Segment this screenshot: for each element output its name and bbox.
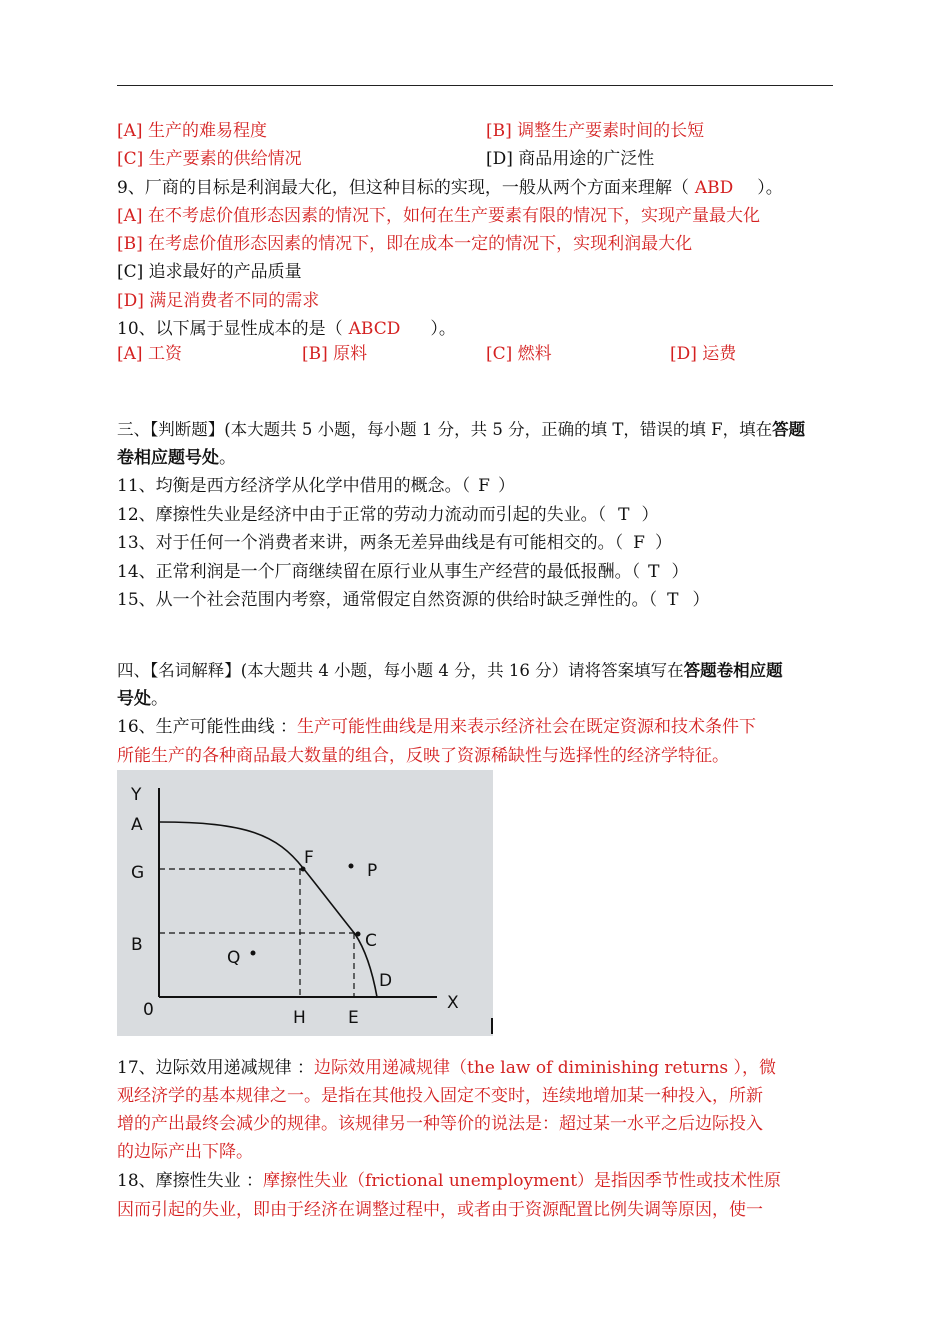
q13-item: 13、对于任何一个消费者来讲，两条无差异曲线是有可能相交的。（ F ） — [117, 533, 672, 553]
q12-item: 12、摩擦性失业是经济中由于正常的劳动力流动而引起的失业。（ T ） — [117, 505, 659, 525]
q17-definition-line1: 17、边际效用递减规律 ：边际效用递减规律（the law of diminishing returns ），微 — [117, 1058, 777, 1078]
q10-option-b: [B] 原料 — [302, 344, 368, 364]
q16-definition-line2: 所能生产的各种商品最大数量的组合，反映了资源稀缺性与选择性的经济学特征。 — [117, 746, 729, 766]
q8-option-c: [C] 生产要素的供给情况 — [117, 149, 302, 169]
q9-option-c: [C] 追求最好的产品质量 — [117, 262, 302, 282]
q9-option-d: [D] 满足消费者不同的需求 — [117, 291, 320, 311]
label-x: X — [447, 993, 459, 1013]
q17-definition-line2: 观经济学的基本规律之一。是指在其他投入固定不变时，连续地增加某一种投入，所新 — [117, 1086, 763, 1106]
figure-cursor-mark — [491, 1018, 493, 1034]
ppf-figure — [117, 770, 493, 1036]
label-d: D — [379, 971, 393, 991]
section4-heading: 四、【名词解释】(本大题共 4 小题，每小题 4 分，共 16 分）请将答案填写在答题卷相应题 — [117, 661, 783, 680]
point-c — [356, 932, 361, 937]
label-origin: 0 — [143, 1000, 154, 1020]
q14-answer: T — [648, 562, 660, 582]
q18-definition-line1: 18、摩擦性失业 ：摩擦性失业（frictional unemployment）是指因季节性或技术性原 — [117, 1171, 782, 1191]
q10-answer: ABCD — [348, 319, 401, 339]
q9-answer: ABD — [694, 178, 734, 198]
q12-answer: T — [618, 505, 630, 525]
q8-option-d: [D] 商品用途的广泛性 — [486, 149, 655, 169]
q11-answer: F — [478, 476, 490, 496]
ppf-diagram — [117, 770, 493, 1036]
q11-item: 11、均衡是西方经济学从化学中借用的概念。（ F ） — [117, 476, 515, 496]
q10-option-a: [A] 工资 — [117, 344, 182, 364]
q13-answer: F — [633, 533, 645, 553]
label-a: A — [131, 815, 143, 835]
q8-option-a: [A] 生产的难易程度 — [117, 121, 267, 141]
q8-option-b: [B] 调整生产要素时间的长短 — [486, 121, 705, 141]
point-p — [349, 864, 354, 869]
label-y: Y — [131, 785, 142, 805]
label-f: F — [304, 848, 314, 868]
q9-option-b: [B] 在考虑价值形态因素的情况下，即在成本一定的情况下，实现利润最大化 — [117, 234, 693, 254]
q10-option-c: [C] 燃料 — [486, 344, 552, 364]
q15-item: 15、从一个社会范围内考察，通常假定自然资源的供给时缺乏弹性的。（ T ） — [117, 590, 710, 610]
label-h: H — [293, 1008, 306, 1028]
q10-option-d: [D] 运费 — [670, 344, 737, 364]
label-b: B — [131, 935, 143, 955]
point-q — [251, 951, 256, 956]
q17-definition-line3: 增的产出最终会减少的规律。该规律另一种等价的说法是：超过某一水平之后边际投入 — [117, 1114, 763, 1134]
q9-option-a: [A] 在不考虑价值形态因素的情况下，如何在生产要素有限的情况下，实现产量最大化 — [117, 206, 760, 226]
q17-definition-line4: 的边际产出下降。 — [117, 1142, 253, 1162]
q18-definition-line2: 因而引起的失业，即由于经济在调整过程中，或者由于资源配置比例失调等原因，使一 — [117, 1200, 763, 1220]
ppf-curve — [159, 822, 377, 997]
label-g: G — [131, 863, 145, 883]
label-q: Q — [227, 948, 241, 968]
q16-definition-line1: 16、生产可能性曲线 ：生产可能性曲线是用来表示经济社会在既定资源和技术条件下 — [117, 717, 757, 737]
q10-stem: 10、以下属于显性成本的是（ ABCD ）。 — [117, 319, 456, 339]
label-p: P — [367, 861, 378, 881]
label-e: E — [348, 1008, 359, 1028]
section4-heading-cont: 号处。 — [117, 689, 168, 709]
q14-item: 14、正常利润是一个厂商继续留在原行业从事生产经营的最低报酬。（ T ） — [117, 562, 689, 582]
label-c: C — [365, 931, 377, 951]
section3-heading: 三、【判断题】(本大题共 5 小题，每小题 1 分，共 5 分，正确的填 T，错误的填 F，填在答题 — [117, 420, 806, 439]
q15-answer: T — [667, 590, 679, 610]
section3-heading-cont: 卷相应题号处。 — [117, 448, 236, 468]
q9-stem: 9、厂商的目标是利润最大化，但这种目标的实现，一般从两个方面来理解（ ABD ）。 — [117, 178, 783, 198]
header-rule — [117, 85, 833, 86]
